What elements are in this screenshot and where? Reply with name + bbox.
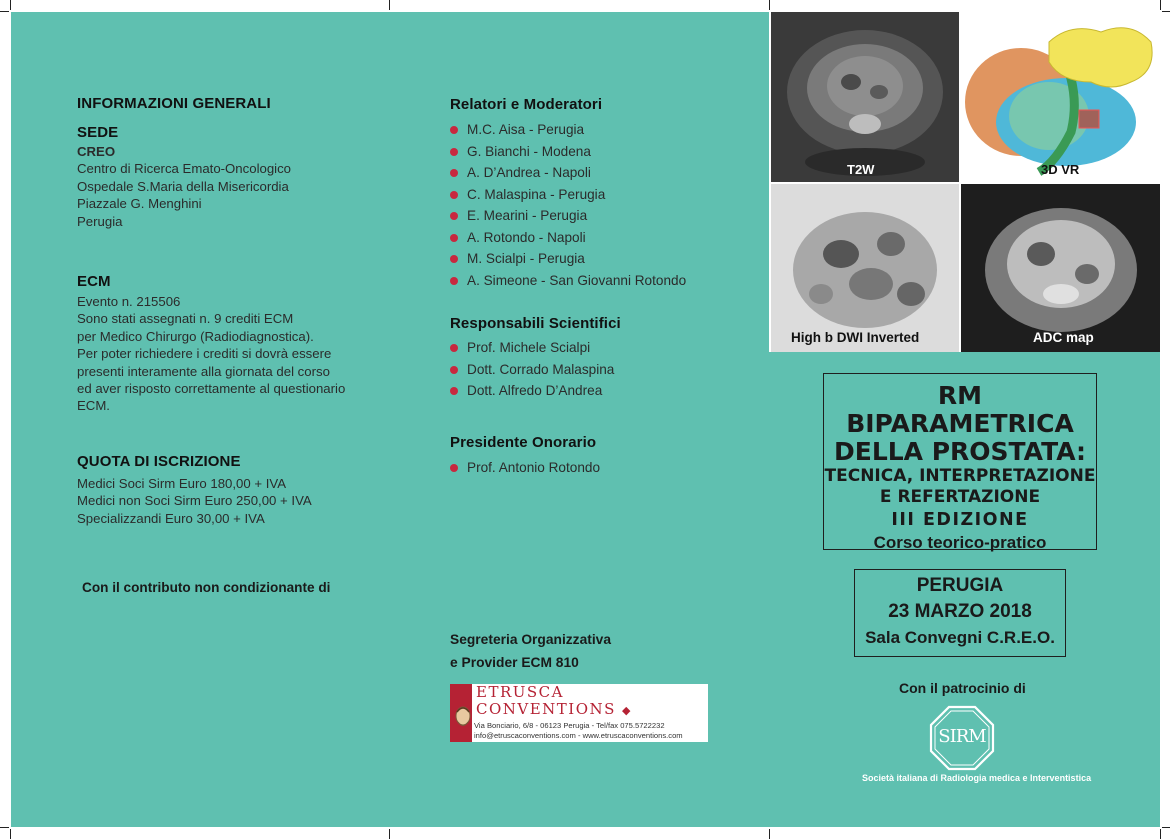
ecm-line: Sono stati assegnati n. 9 crediti ECM <box>77 311 294 327</box>
quota-block <box>77 475 377 527</box>
t2w-label: T2W <box>847 162 875 177</box>
crop-mark <box>1160 0 1161 10</box>
dwi-label: High b DWI Inverted <box>791 330 920 345</box>
list-item <box>450 184 750 206</box>
list-item <box>450 359 750 381</box>
bullet-icon <box>450 344 458 352</box>
sede-line: Piazzale G. Menghini <box>77 196 202 212</box>
speaker-name: M.C. Aisa - Perugia <box>467 122 585 137</box>
speaker-name: A. D’Andrea - Napoli <box>467 165 591 180</box>
president-name: Prof. Antonio Rotondo <box>467 460 601 475</box>
speakers-list <box>450 119 750 291</box>
event-venue: Sala Convegni C.R.E.O. <box>865 628 1055 647</box>
bullet-icon <box>450 191 458 199</box>
sede-line: Perugia <box>77 213 123 229</box>
list-item <box>450 248 750 270</box>
title-line-2: DELLA PROSTATA: <box>833 437 1086 466</box>
etrusca-contacts: info@etruscaconventions.com - www.etruscaconventions.com <box>474 731 683 740</box>
crop-mark <box>769 0 770 10</box>
sede-line: Ospedale S.Maria della Misericordia <box>77 178 289 194</box>
crop-mark <box>389 829 390 839</box>
responsible-name: Dott. Alfredo D’Andrea <box>467 383 603 398</box>
contributo-text: Con il contributo non condizionante di <box>82 580 331 595</box>
bullet-icon <box>450 277 458 285</box>
bullet-icon <box>450 212 458 220</box>
speaker-name: C. Malaspina - Perugia <box>467 186 606 202</box>
president-heading: Presidente Onorario <box>450 434 597 451</box>
t2w-image <box>771 12 959 182</box>
ecm-line: ed aver risposto correttamente al questionario <box>77 381 346 397</box>
list-item <box>450 227 750 249</box>
ecm-line: presenti interamente alla giornata del corso <box>77 363 330 379</box>
crop-mark <box>769 829 770 839</box>
general-info-heading: INFORMAZIONI GENERALI <box>77 95 271 112</box>
speaker-name: E. Mearini - Perugia <box>467 208 588 223</box>
bullet-icon <box>450 169 458 177</box>
bullet-icon <box>450 387 458 395</box>
quota-heading: QUOTA DI ISCRIZIONE <box>77 453 241 470</box>
society-name: Società italiana di Radiologia medica e Interventistica <box>862 773 1092 783</box>
sede-block <box>77 143 377 230</box>
dwi-illustration <box>771 184 959 352</box>
t2w-prostate-illustration <box>771 12 959 182</box>
sirm-logo <box>929 705 995 771</box>
scientific-list <box>450 337 750 402</box>
bullet-icon <box>450 464 458 472</box>
edition-label: III EDIZIONE <box>891 510 1029 530</box>
patronage-label: Con il patrocinio di <box>899 680 1026 696</box>
left-panel <box>11 12 389 827</box>
crop-mark <box>1162 11 1170 12</box>
bullet-icon <box>450 255 458 263</box>
image-grid <box>769 12 1160 352</box>
sede-line: Centro di Ricerca Emato-Oncologico <box>77 161 292 177</box>
list-item <box>450 270 750 292</box>
ecm-line: ECM. <box>77 398 110 414</box>
etruscan-head-icon <box>452 702 474 732</box>
sirm-logo-text: SIRM <box>938 726 986 747</box>
vr-image <box>961 12 1160 182</box>
quota-line: Medici non Soci Sirm Euro 250,00 + IVA <box>77 493 312 509</box>
adc-illustration <box>961 184 1160 352</box>
list-item <box>450 205 750 227</box>
crop-mark <box>1160 829 1161 839</box>
course-subtitle: Corso teorico-pratico <box>873 533 1047 552</box>
list-item <box>450 457 750 479</box>
conventions-text: CONVENTIONS <box>476 700 616 718</box>
crop-mark <box>10 829 11 839</box>
dwi-image <box>771 184 959 352</box>
event-date-box <box>854 569 1066 657</box>
quota-line: Specializzandi Euro 30,00 + IVA <box>77 510 265 526</box>
president-list <box>450 457 750 479</box>
bullet-icon <box>450 126 458 134</box>
crop-mark <box>0 11 9 12</box>
title-line-1: RM BIPARAMETRICA <box>846 381 1074 438</box>
crop-mark <box>0 827 9 828</box>
etrusca-address: Via Bonciario, 6/8 - 06123 Perugia - Tel/fax 075.5722232 <box>474 721 665 730</box>
speaker-name: G. Bianchi - Modena <box>467 143 591 159</box>
bullet-icon <box>450 234 458 242</box>
title-line-4: E REFERTAZIONE <box>879 487 1041 507</box>
crop-mark <box>1162 827 1170 828</box>
list-item <box>450 162 750 184</box>
responsible-name: Prof. Michele Scialpi <box>467 340 591 355</box>
etrusca-name-2 <box>476 700 632 718</box>
ecm-block <box>77 293 377 415</box>
crop-mark <box>389 0 390 10</box>
quota-line: Medici Soci Sirm Euro 180,00 + IVA <box>77 476 287 491</box>
ecm-line: Evento n. 215506 <box>77 294 181 309</box>
event-city: PERUGIA <box>916 575 1004 596</box>
speakers-heading: Relatori e Moderatori <box>450 96 603 113</box>
ecm-heading: ECM <box>77 273 111 290</box>
title-line-3: TECNICA, INTERPRETAZIONE <box>824 466 1096 486</box>
speaker-name: M. Scialpi - Perugia <box>467 251 585 266</box>
secretariat-line: Segreteria Organizzativa <box>450 632 612 647</box>
bullet-icon <box>450 148 458 156</box>
diamond-icon: ◆ <box>621 704 632 717</box>
secretariat-block <box>450 628 611 674</box>
vr-prostate-illustration <box>961 12 1160 182</box>
etrusca-logo <box>450 684 708 742</box>
list-item <box>450 337 750 359</box>
secretariat-line: e Provider ECM 810 <box>450 655 579 670</box>
sede-name: CREO <box>77 144 116 159</box>
etrusca-name: ETRUSCA <box>476 683 564 701</box>
adc-image <box>961 184 1160 352</box>
crop-mark <box>10 0 11 10</box>
course-title-box <box>823 373 1097 550</box>
adc-label: ADC map <box>1033 330 1094 345</box>
scientific-heading: Responsabili Scientifici <box>450 315 621 332</box>
list-item <box>450 141 750 163</box>
event-date: 23 MARZO 2018 <box>888 601 1032 622</box>
vr-label: 3D VR <box>1041 162 1080 177</box>
bullet-icon <box>450 366 458 374</box>
ecm-line: Per poter richiedere i crediti si dovrà essere <box>77 346 332 362</box>
responsible-name: Dott. Corrado Malaspina <box>467 361 615 377</box>
list-item <box>450 119 750 141</box>
sede-heading: SEDE <box>77 124 119 141</box>
list-item <box>450 380 750 402</box>
speaker-name: A. Rotondo - Napoli <box>467 229 586 245</box>
ecm-line: per Medico Chirurgo (Radiodiagnostica). <box>77 328 314 344</box>
speaker-name: A. Simeone - San Giovanni Rotondo <box>467 272 687 288</box>
